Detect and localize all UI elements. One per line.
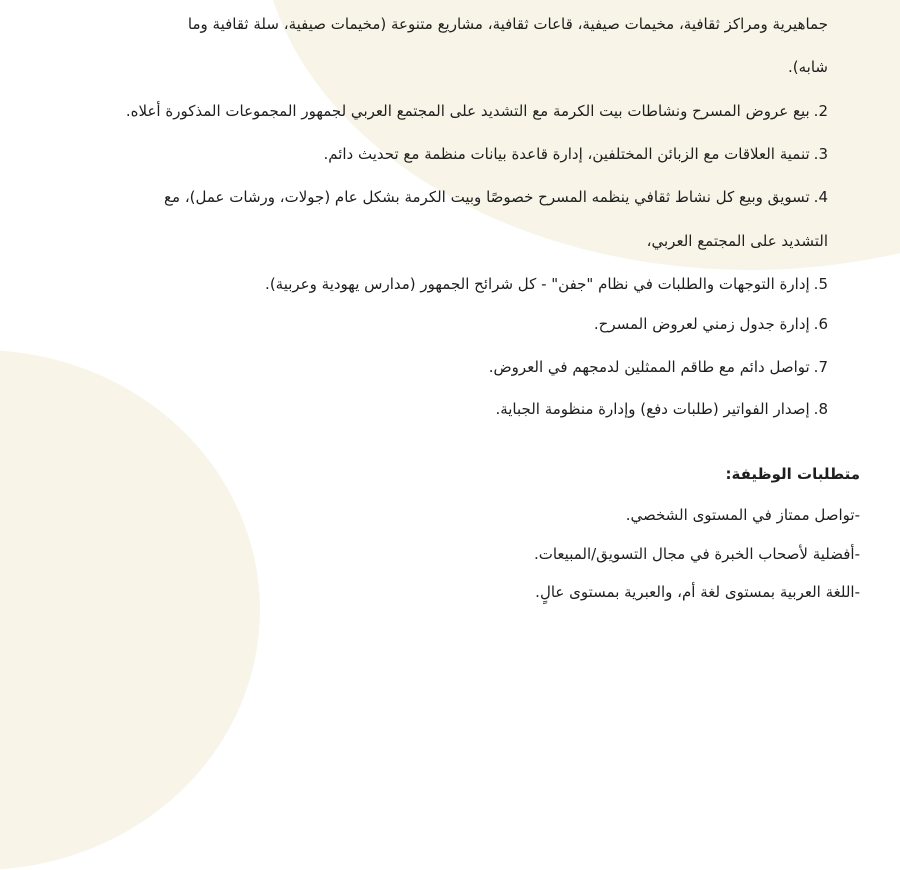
list-item-text: إصدار الفواتير (طلبات دفع) وإدارة منظومة الجباية. xyxy=(495,400,810,418)
list-item-number: 2. xyxy=(813,102,828,120)
list-item-number: 6. xyxy=(813,315,828,333)
requirement-item: -تواصل ممتاز في المستوى الشخصي. xyxy=(625,506,860,524)
list-item-number: 4. xyxy=(813,188,828,206)
list-item-number: 8. xyxy=(813,400,828,418)
intro-line: شابه). xyxy=(788,58,828,76)
list-item xyxy=(594,313,828,335)
requirements-heading: متطلبات الوظيفة: xyxy=(725,465,860,483)
list-item-number: 5. xyxy=(813,275,828,293)
list-item-text: تواصل دائم مع طاقم الممثلين لدمجهم في العروض. xyxy=(488,358,810,376)
list-item-number: 3. xyxy=(813,145,828,163)
list-item-text: تنمية العلاقات مع الزبائن المختلفين، إدارة قاعدة بيانات منظمة مع تحديث دائم. xyxy=(323,145,810,163)
requirement-item: -اللغة العربية بمستوى لغة أم، والعبرية بمستوى عالٍ. xyxy=(535,583,860,601)
job-duties-section xyxy=(48,0,828,430)
list-item-text: تسويق وبيع كل نشاط ثقافي ينظمه المسرح خصوصًا وبيت الكرمة بشكل عام (جولات، ورشات عمل)، مع xyxy=(164,188,810,206)
requirement-item: -أفضلية لأصحاب الخبرة في مجال التسويق/المبيعات. xyxy=(533,545,860,563)
list-item xyxy=(495,398,828,420)
list-item xyxy=(265,273,828,295)
list-item-text: إدارة التوجهات والطلبات في نظام "جفن" - كل شرائح الجمهور (مدارس يهودية وعربية). xyxy=(265,275,810,293)
list-item xyxy=(323,143,828,165)
list-item xyxy=(489,356,828,378)
list-item xyxy=(126,100,828,122)
job-requirements-section xyxy=(100,455,860,615)
list-item-text: بيع عروض المسرح ونشاطات بيت الكرمة مع التشديد على المجتمع العربي لجمهور المجموعات المذكورة أعلاه. xyxy=(125,102,810,120)
list-item-text: إدارة جدول زمني لعروض المسرح. xyxy=(593,315,810,333)
list-item xyxy=(164,186,828,208)
list-item-continuation: التشديد على المجتمع العربي، xyxy=(646,232,828,250)
intro-line: جماهيرية ومراكز ثقافية، مخيمات صيفية، قاعات ثقافية، مشاريع متنوعة (مخيمات صيفية، سلة ثقافية وما xyxy=(187,15,828,33)
list-item-number: 7. xyxy=(813,358,828,376)
